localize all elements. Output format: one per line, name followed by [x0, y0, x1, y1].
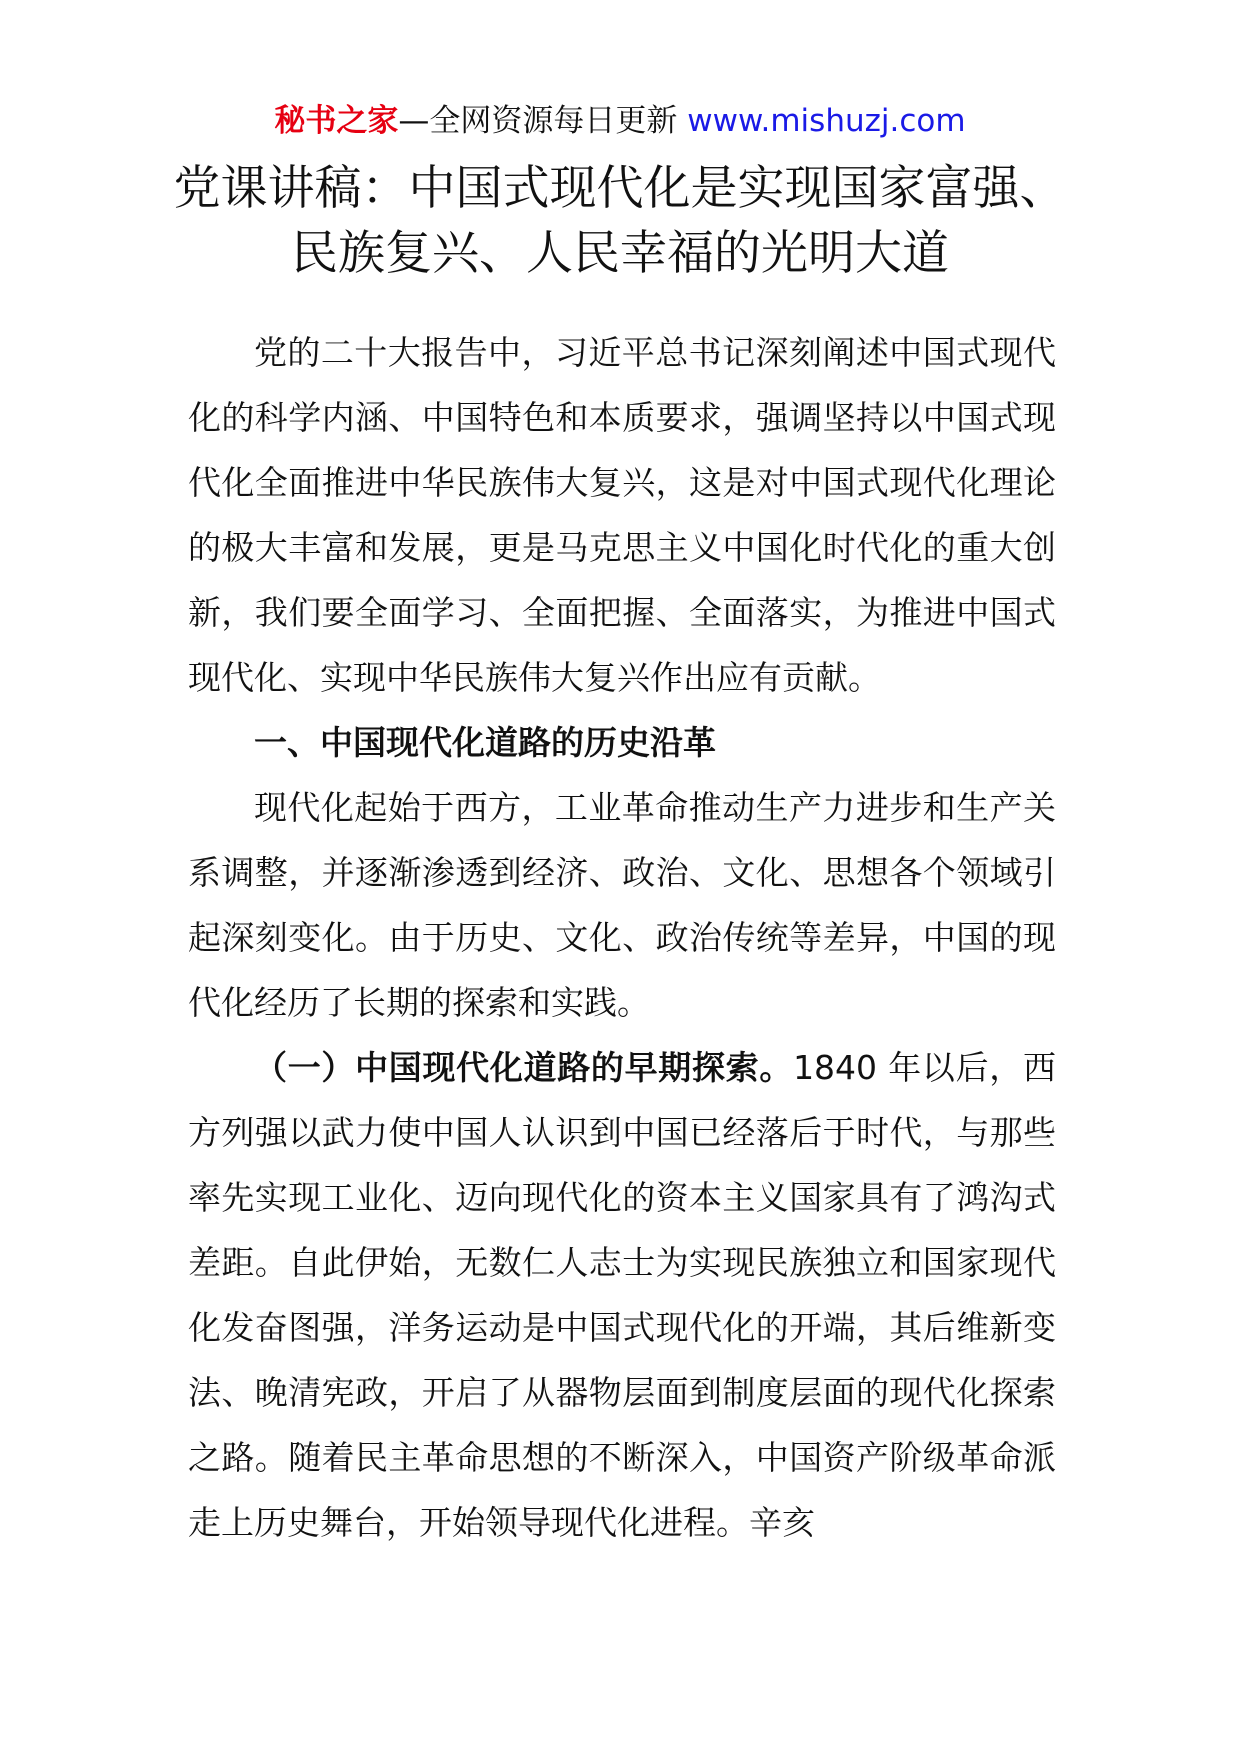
site-url-link[interactable]: www.mishuzj.com	[687, 103, 966, 139]
title-line-1: 党课讲稿：中国式现代化是实现国家富强、	[173, 161, 1067, 216]
title-line-2: 民族复兴、人民幸福的光明大道	[291, 226, 949, 281]
brand-name: 秘书之家	[274, 103, 399, 139]
document-title	[0, 156, 1240, 286]
slogan: —全网资源每日更新	[398, 103, 678, 139]
document-body	[188, 320, 1056, 1555]
subsection-paragraph	[188, 1035, 1056, 1555]
subsection-text: 1840 年以后，西方列强以武力使中国人认识到中国已经落后于时代，与那些率先实现工业化、迈向现代化的资本主义国家具有了鸿沟式差距。自此伊始，无数仁人志士为实现民族独立和国家现代化发奋图强，洋务运动是中国式现代化的开端，其后维新变法、晚清宪政，开启了从器物层面到制度层面的现代化探索之路。随着民主革命思想的不断深入，中国资产阶级革命派走上历史舞台，开始领导现代化进程。辛亥	[188, 1048, 1056, 1542]
subsection-label: （一）中国现代化道路的早期探索。	[254, 1048, 794, 1087]
section-1-paragraph: 现代化起始于西方，工业革命推动生产力进步和生产关系调整，并逐渐渗透到经济、政治、文化、思想各个领域引起深刻变化。由于历史、文化、政治传统等差异，中国的现代化经历了长期的探索和实践。	[188, 788, 1056, 1022]
section-heading-1: 一、中国现代化道路的历史沿革	[254, 723, 716, 762]
site-header	[0, 98, 1240, 144]
intro-paragraph: 党的二十大报告中，习近平总书记深刻阐述中国式现代化的科学内涵、中国特色和本质要求，强调坚持以中国式现代化全面推进中华民族伟大复兴，这是对中国式现代化理论的极大丰富和发展，更是马克思主义中国化时代化的重大创新，我们要全面学习、全面把握、全面落实，为推进中国式现代化、实现中华民族伟大复兴作出应有贡献。	[188, 333, 1056, 697]
